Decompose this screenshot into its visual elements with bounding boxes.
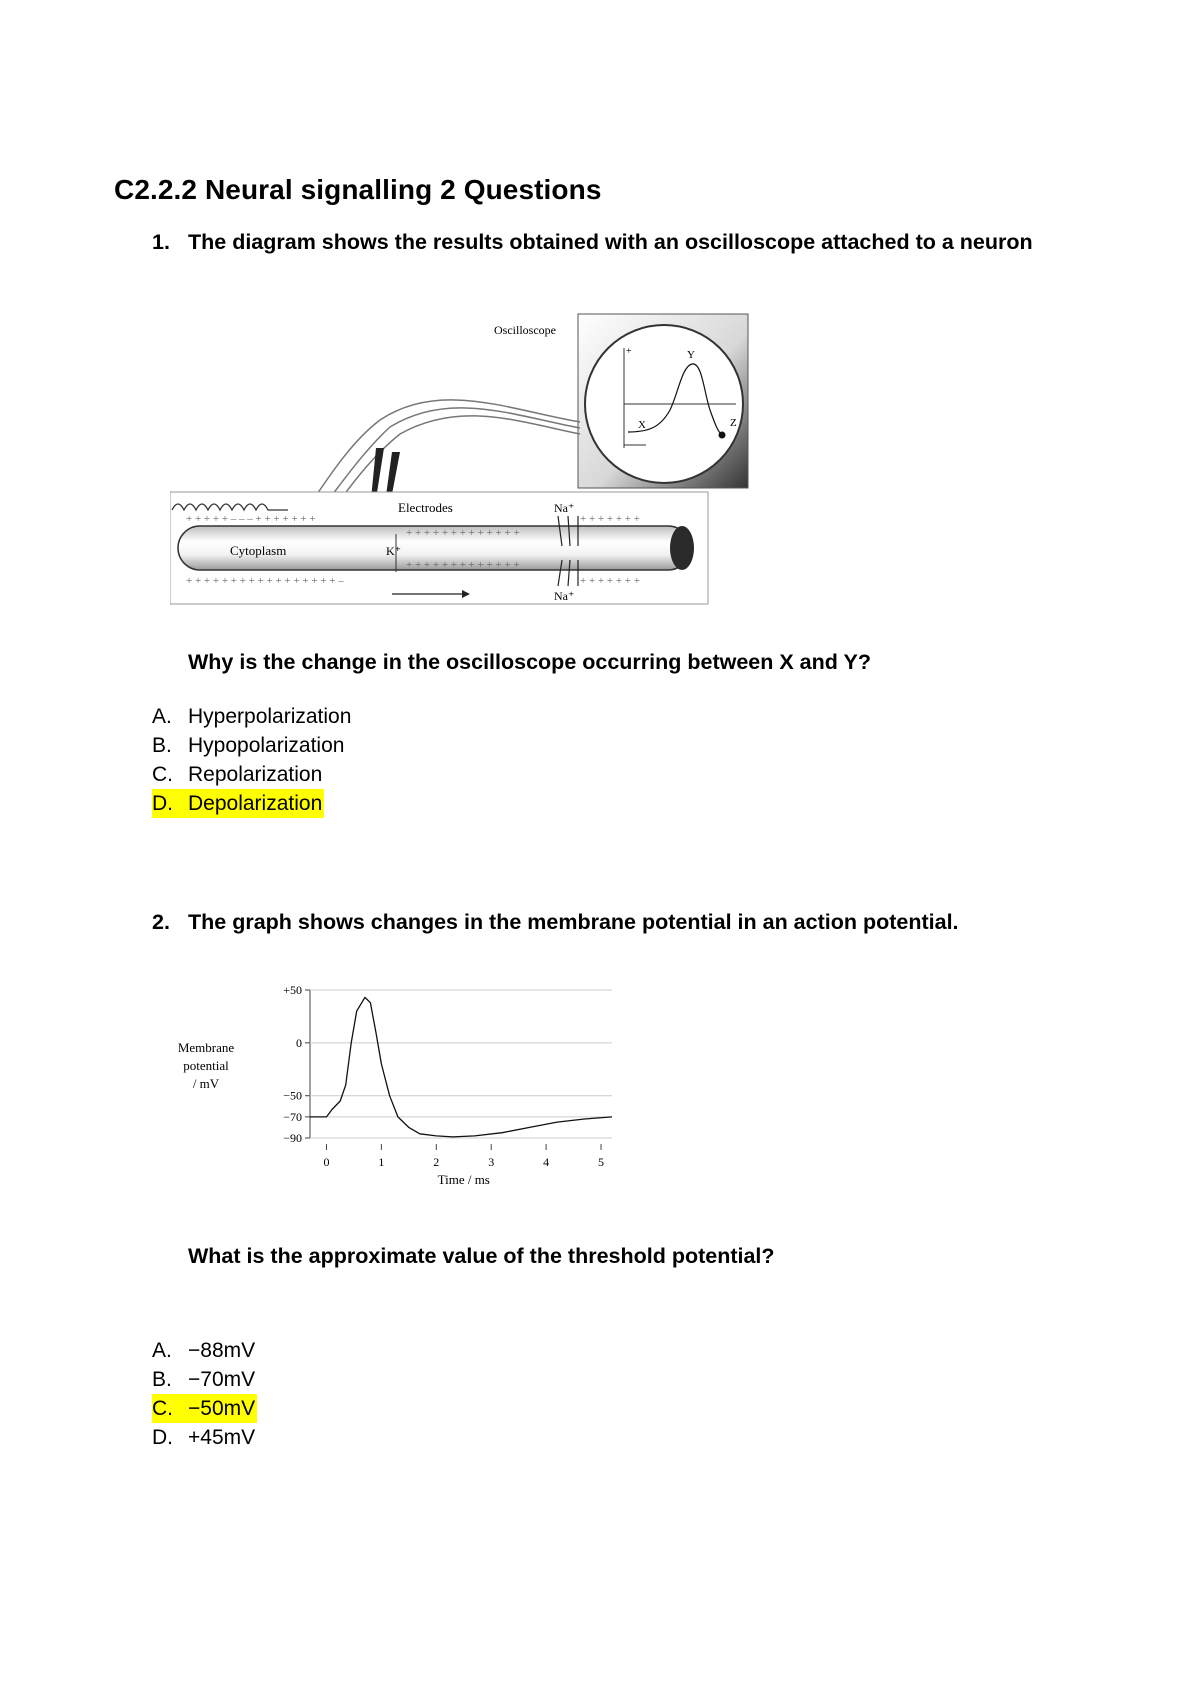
answer-highlight: D. Depolarization [152, 789, 324, 818]
oscilloscope-label: Oscilloscope [494, 323, 556, 337]
point-z-label: Z [730, 417, 737, 429]
option-b[interactable]: B. −70mV [152, 1368, 256, 1391]
k-label: K⁺ [386, 544, 401, 558]
x-tick-label: 1 [378, 1155, 385, 1169]
point-z-dot [719, 432, 726, 439]
question-2-sub: What is the approximate value of the threshold potential? [188, 1244, 775, 1268]
option-a[interactable]: A. Hyperpolarization [152, 705, 352, 728]
y-tick-label: −70 [283, 1109, 302, 1124]
svg-text:+ + + + + – – – + + + + + + +: + + + + + – – – + + + + + + + [186, 513, 316, 525]
cytoplasm-label: Cytoplasm [230, 543, 287, 558]
y-tick-label: +50 [283, 983, 302, 997]
option-a[interactable]: A. −88mV [152, 1339, 256, 1362]
x-tick-label: 3 [488, 1155, 495, 1169]
question-text: The diagram shows the results obtained with an oscilloscope attached to a neuron [188, 230, 1033, 254]
question-2-options [152, 1336, 257, 1452]
y-tick-label: −90 [283, 1131, 302, 1145]
svg-text:+ + + + + + + + + + + + + + +: + + + + + + + + + + + + + + + + + – [186, 575, 344, 587]
question-text: The graph shows changes in the membrane potential in an action potential. [188, 910, 959, 934]
action-potential-chart [150, 970, 630, 1210]
question-number: 2. [152, 910, 170, 934]
y-axis-label: / mV [192, 1076, 220, 1091]
svg-text:+ + + + + + + + + + + + +: + + + + + + + + + + + + + [406, 559, 520, 571]
svg-text:+ + + + + + + + + + + + +: + + + + + + + + + + + + + [406, 527, 520, 539]
na-bottom-label: Na⁺ [554, 589, 575, 603]
option-d-highlighted[interactable] [152, 789, 351, 818]
point-y-label: Y [687, 349, 695, 361]
page-title: C2.2.2 Neural signalling 2 Questions [114, 174, 602, 205]
answer-highlight: C. −50mV [152, 1394, 257, 1423]
question-number: 1. [152, 230, 170, 254]
screen-plus-label: + [626, 346, 632, 357]
option-d[interactable]: D. +45mV [152, 1426, 256, 1449]
y-axis-label: Membrane [177, 1040, 235, 1055]
y-tick-label: −50 [283, 1088, 302, 1103]
question-1-options [152, 702, 351, 818]
option-c-highlighted[interactable] [152, 1394, 257, 1423]
svg-text:+ + + + + + +: + + + + + + + [580, 575, 640, 587]
option-b[interactable]: B. Hypopolarization [152, 734, 345, 757]
x-tick-label: 2 [433, 1155, 440, 1169]
y-axis-label: potential [183, 1058, 229, 1073]
na-top-label: Na⁺ [554, 501, 575, 515]
svg-text:+ + + + + + +: + + + + + + + [580, 513, 640, 525]
y-tick-label: 0 [296, 1035, 302, 1050]
x-tick-label: 5 [598, 1155, 605, 1169]
electrodes-label: Electrodes [398, 500, 453, 515]
membrane-potential-line [310, 997, 612, 1137]
x-axis-label: Time / ms [437, 1172, 490, 1187]
point-x-label: X [638, 419, 646, 431]
question-1-sub: Why is the change in the oscilloscope occurring between X and Y? [188, 650, 871, 674]
option-c[interactable]: C. Repolarization [152, 763, 323, 786]
axon-end [670, 526, 694, 570]
question-2-heading [152, 910, 959, 935]
x-tick-label: 4 [543, 1155, 550, 1169]
neuron-oscilloscope-diagram [170, 310, 760, 666]
question-1-heading [152, 230, 1033, 255]
x-tick-label: 0 [323, 1155, 330, 1169]
